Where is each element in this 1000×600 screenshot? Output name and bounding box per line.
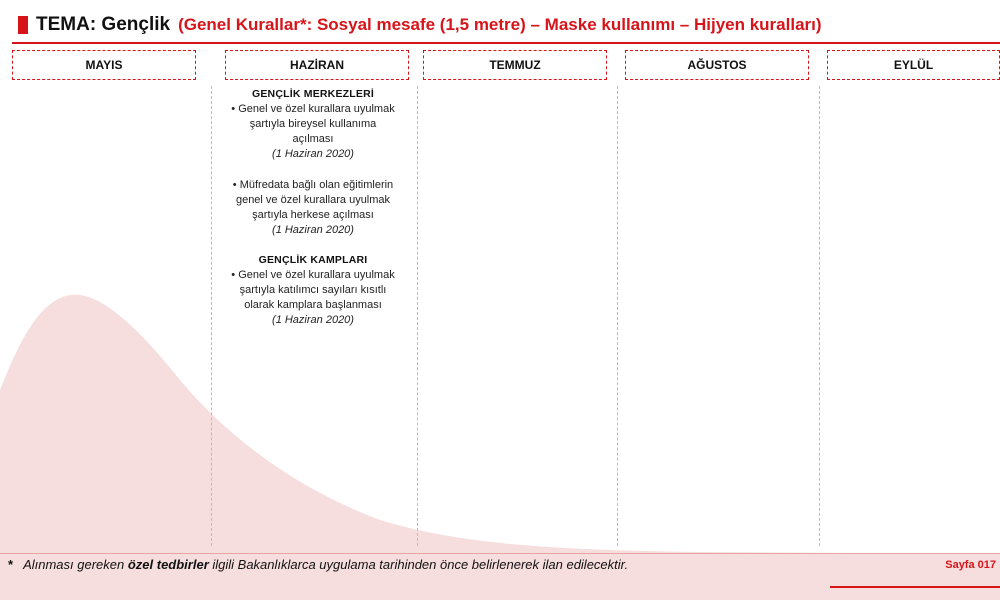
footnote-asterisk: *	[8, 557, 14, 572]
month-header-haziran: HAZİRAN	[225, 50, 409, 80]
header-square-icon	[18, 16, 28, 34]
month-header-mayis: MAYIS	[12, 50, 196, 80]
section-title: GENÇLİK MERKEZLERİ	[251, 88, 375, 100]
section-genclik-kamplari	[213, 254, 413, 328]
item-text: • Genel ve özel kurallara uyulmak şartıyla katılımcı sayıları kısıtlı olarak kamplara başlanması	[231, 269, 395, 311]
footnote	[8, 557, 628, 572]
column-divider	[617, 86, 618, 546]
column-divider	[417, 86, 418, 546]
haziran-column	[213, 88, 413, 344]
item-date: (1 Haziran 2020)	[272, 314, 354, 326]
bottom-rule	[830, 586, 1000, 588]
section-title: GENÇLİK KAMPLARI	[258, 254, 368, 266]
month-header-temmuz: TEMMUZ	[423, 50, 607, 80]
column-divider	[819, 86, 820, 546]
list-item	[213, 102, 413, 162]
list-item	[213, 178, 413, 238]
month-header-eylul: EYLÜL	[827, 50, 1000, 80]
section-genclik-merkezleri	[213, 88, 413, 238]
footnote-text-before: Alınması gereken	[23, 557, 128, 572]
footnote-bold-text: özel tedbirler	[127, 557, 209, 572]
item-date: (1 Haziran 2020)	[272, 224, 354, 236]
page-subtitle: (Genel Kurallar*: Sosyal mesafe (1,5 metre) – Maske kullanımı – Hijyen kuralları)	[178, 15, 822, 34]
footnote-text-after: ilgili Bakanlıklarca uygulama tarihinden önce belirlenerek ilan edilecektir.	[208, 557, 629, 572]
column-divider	[211, 86, 212, 546]
page-title: TEMA: Gençlik	[36, 14, 171, 35]
header-rule	[12, 42, 1000, 44]
footer-rule	[0, 553, 1000, 554]
item-text: • Genel ve özel kurallara uyulmak şartıyla bireysel kullanıma açılması	[231, 103, 395, 145]
page-number: Sayfa 017	[945, 559, 996, 571]
item-date: (1 Haziran 2020)	[272, 148, 354, 160]
page-header	[18, 10, 822, 40]
month-header-agustos: AĞUSTOS	[625, 50, 809, 80]
list-item	[213, 268, 413, 328]
item-text: • Müfredata bağlı olan eğitimlerin genel ve özel kurallara uyulmak şartıyla herkese açılması	[232, 179, 394, 221]
